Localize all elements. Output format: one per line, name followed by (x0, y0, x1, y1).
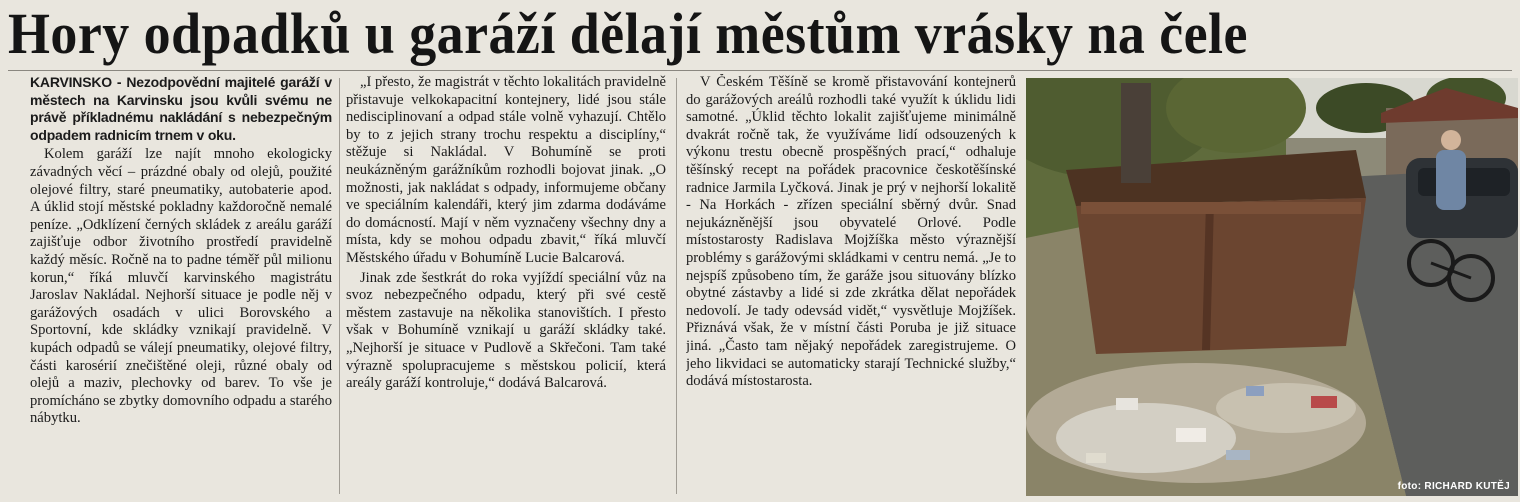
body-paragraph: Kolem garáží lze najít mnoho ekologicky závadných věcí – prázdné obaly od olejů, použité olejové filtry, staré pneumatiky, autobaterie apod. A úklid stojí městské pokladny každoročně nemalé peníze. „Odklízení černých skládek z areálu garáží zajišťuje odbor životního prostředí pravidelně každý měsíc. Ročně na to padne téměř půl milionu korun,“ říká mluvčí karvinského magistrátu Jaroslav Nakládal. Nejhorší situace je podle něj v garážových osadách v ulici Borovského a Sportovní, kde skládky vznikají pravidelně. V kupách odpadů se válejí pneumatiky, olejové filtry, části karosérií znečištěné oleji, různé obaly od olejů a maziv, plechovky od barev. To vše je promícháno se zbytky domovního odpadu a starého nábytku. (30, 146, 332, 427)
news-photo (1026, 78, 1518, 496)
headline-rule (8, 70, 1512, 71)
body-paragraph: Jinak zde šestkrát do roka vyjíždí speciální vůz na svoz nebezpečného odpadu, který při své cestě městem zastavuje na několika stanovištích. I přesto však v Bohumíně vznikají u garáží skládky také. „Nejhorší je situace v Pudlově a Skřečoni. Tam také výrazně spolupracujeme s městskou policií, která areály garáží kontroluje,“ dodává Balcarová. (346, 269, 666, 392)
column-2 (346, 74, 666, 496)
headline: Hory odpadků u garáží dělají městům vrásky na čele (8, 1, 1248, 66)
photo-credit: foto: RICHARD KUTĚJ (1397, 481, 1510, 492)
body-paragraph: V Českém Těšíně se kromě přistavování kontejnerů do garážových areálů rozhodli také využít k úklidu lidi samotné. „Úklid těchto lokalit zajišťujeme minimálně dvakrát ročně tak, že využíváme lidí odsouzených k výkonu trestu obecně prospěšných prací,“ odhaluje těšínský recept na pořádek pracovnice českotěšínské radnice Jarmila Lyčková. Jinak je prý v nejhorší lokalitě - Na Horkách - zřízen speciální sběrný dvůr. Snad nejukázněnější jsou obyvatelé Orlové. Podle místostarosty Radislava Mojžíška město výraznější problémy s garážovými skládkami v centru nemá. „Je to nejspíš způsobeno tím, že garáže jsou situovány blízko obytné zástavby a lidé si zde zkrátka dělat nepořádek nedovolí. Je tady odevsád vidět,“ vysvětluje Mojžíšek. Přiznává však, že v místní části Poruba je již situace jiná. „Často tam nějaký nepořádek zaregistrujeme. O jeho likvidaci se automaticky starají Technické služby,“ dodává místostarosta. (686, 74, 1016, 390)
lead-paragraph: KARVINSKO - Nezodpovědní majitelé garáží v městech na Karvinsku jsou kvůli svému ne právě příkladnému nakládání s nebezpečným odpadem radnicím trnem v oku. (30, 74, 332, 143)
body-paragraph: „I přesto, že magistrát v těchto lokalitách pravidelně přistavuje velkokapacitní kontejnery, lidé jsou stále nedisciplinovaní a odpad stále volně vyhazují. Chtělo by to z jejich strany trochu respektu a disciplíny,“ stěžuje si Nakládal. V Bohumíně se proti neukázněným garážníkům rozhodli bojovat jinak. „O možnosti, jak nakládat s odpady, informujeme občany ve speciálním kalendáři, který jim zdarma dodáváme do domácností. Mají v něm vyznačeny všechny dny a místa, kdy se mohou odpadu zbavit,“ říká mluvčí Městského úřadu v Bohumíně Lucie Balcarová. (346, 74, 666, 266)
column-divider (676, 78, 677, 494)
column-3 (686, 74, 1016, 496)
column-divider (339, 78, 340, 494)
column-1 (30, 74, 332, 496)
photo-illustration (1026, 78, 1518, 496)
